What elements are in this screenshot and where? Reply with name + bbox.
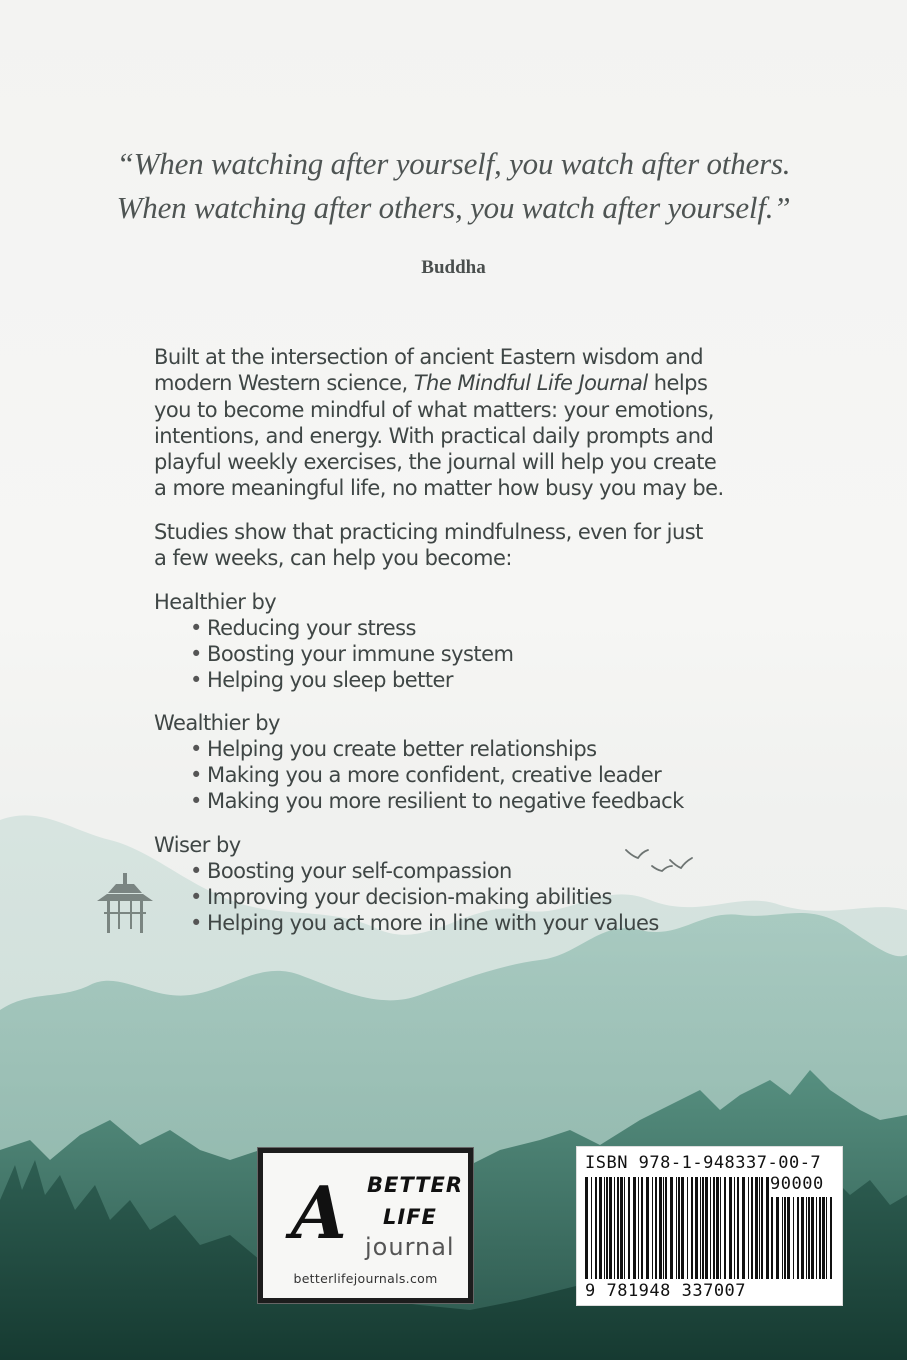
barcode-bar	[702, 1177, 704, 1279]
description-line: modern Western science, The Mindful Life Journal helps	[154, 371, 708, 396]
list-item: • Making you more resilient to negative feedback	[190, 789, 684, 813]
barcode-bar	[705, 1177, 708, 1279]
barcode-bar	[742, 1177, 745, 1279]
barcode-bar	[652, 1177, 653, 1279]
list-item: • Improving your decision-making abilities	[190, 885, 612, 909]
barcode-bar	[737, 1177, 739, 1279]
description-line: Built at the intersection of ancient Eastern wisdom and	[154, 345, 704, 369]
barcode-bar	[628, 1177, 630, 1279]
list-item: • Reducing your stress	[190, 616, 416, 640]
barcode-bar	[713, 1177, 715, 1279]
barcode-bar	[641, 1177, 643, 1279]
barcode-bar	[808, 1197, 810, 1279]
price-code: 90000	[770, 1174, 824, 1194]
barcode-bar	[822, 1197, 825, 1279]
barcode-bar	[755, 1177, 758, 1279]
barcode-bar	[787, 1197, 790, 1279]
barcode-bar	[676, 1177, 677, 1279]
list-item: • Making you a more confident, creative leader	[190, 763, 662, 787]
barcode-bar	[761, 1177, 763, 1279]
barcode-bar	[624, 1177, 625, 1279]
studies-line: a few weeks, can help you become:	[154, 546, 512, 571]
barcode-bar	[609, 1177, 612, 1279]
barcode-bar	[614, 1177, 615, 1279]
description-line: intentions, and energy. With practical daily prompts and	[154, 423, 714, 448]
barcode-bar	[670, 1177, 673, 1279]
quote-line-2: When watching after others, you watch after yourself.”	[116, 190, 791, 225]
list-item: • Boosting your immune system	[190, 642, 514, 666]
barcode-bar	[638, 1177, 639, 1279]
barcode-bar	[720, 1177, 721, 1279]
barcode-bar	[782, 1197, 783, 1279]
description-line: a more meaningful life, no matter how busy you may be.	[154, 476, 724, 501]
logo-better: BETTER	[367, 1173, 463, 1197]
barcode-bar	[776, 1197, 779, 1279]
barcode-bar	[591, 1177, 592, 1279]
barcode-bar	[695, 1177, 698, 1279]
barcode-bar	[700, 1177, 701, 1279]
barcode-bar	[663, 1177, 664, 1279]
barcode-bar	[806, 1197, 807, 1279]
barcode-bar	[830, 1197, 832, 1279]
logo-life: LIFE	[383, 1205, 437, 1229]
group-title-wealthier: Wealthier by	[154, 711, 280, 735]
list-item: • Helping you create better relationships	[190, 737, 597, 761]
barcode-bar	[819, 1197, 821, 1279]
barcode-bar	[766, 1177, 769, 1279]
barcode-bar	[724, 1177, 726, 1279]
barcode-bar	[716, 1177, 719, 1279]
barcode-bar	[604, 1177, 605, 1279]
barcode-bar	[784, 1197, 786, 1279]
isbn-text: ISBN 978-1-948337-00-7	[585, 1153, 822, 1173]
barcode-bar	[655, 1177, 657, 1279]
birds-icon	[626, 850, 692, 871]
publisher-logo	[258, 1148, 473, 1303]
barcode-bar	[659, 1177, 662, 1279]
barcode-bar	[801, 1197, 804, 1279]
list-item: • Helping you act more in line with your values	[190, 911, 659, 935]
barcode-bar	[646, 1177, 649, 1279]
studies-paragraph	[154, 519, 794, 572]
barcode-bar	[585, 1177, 588, 1279]
barcode-bar	[710, 1177, 711, 1279]
list-item: • Boosting your self-compassion	[190, 859, 512, 883]
quote-author: Buddha	[421, 257, 486, 278]
barcode-bar	[748, 1177, 749, 1279]
barcode-bar	[816, 1197, 817, 1279]
barcode-bar	[691, 1177, 693, 1279]
barcode-bar	[687, 1177, 688, 1279]
barcode-bar	[665, 1177, 667, 1279]
barcode-bar	[681, 1177, 684, 1279]
barcode-bar	[793, 1197, 794, 1279]
barcode-bar	[595, 1177, 597, 1279]
description-paragraph	[154, 344, 794, 502]
barcode-bar	[678, 1177, 680, 1279]
barcode-bar	[729, 1177, 732, 1279]
quote-line-1: “When watching after yourself, you watch after others.	[116, 146, 791, 181]
group-title-wiser: Wiser by	[154, 833, 241, 857]
barcode-bar	[734, 1177, 735, 1279]
book-title: The Mindful Life Journal	[413, 371, 648, 396]
logo-journal: journal	[365, 1233, 455, 1261]
studies-line: Studies show that practicing mindfulness, even for just	[154, 520, 703, 544]
barcode-bar	[811, 1197, 814, 1279]
barcode-bar	[771, 1197, 773, 1279]
barcode-bar	[633, 1177, 636, 1279]
isbn-barcode	[576, 1146, 843, 1306]
group-title-healthier: Healthier by	[154, 590, 277, 614]
barcode-bar	[620, 1177, 623, 1279]
description-line: playful weekly exercises, the journal will help you create	[154, 450, 717, 475]
barcode-bar	[599, 1177, 602, 1279]
list-item: • Helping you sleep better	[190, 668, 453, 692]
logo-letter: A	[291, 1170, 347, 1255]
barcode-bar	[797, 1197, 799, 1279]
barcode-bar	[617, 1177, 619, 1279]
description-line: you to become mindful of what matters: your emotions,	[154, 397, 714, 422]
barcode-bar	[751, 1177, 753, 1279]
publisher-url: betterlifejournals.com	[293, 1271, 438, 1286]
barcode-bar	[606, 1177, 608, 1279]
barcode-number: 9 781948 337007	[585, 1281, 747, 1301]
barcode-bar	[826, 1197, 827, 1279]
barcode-bar	[759, 1177, 760, 1279]
